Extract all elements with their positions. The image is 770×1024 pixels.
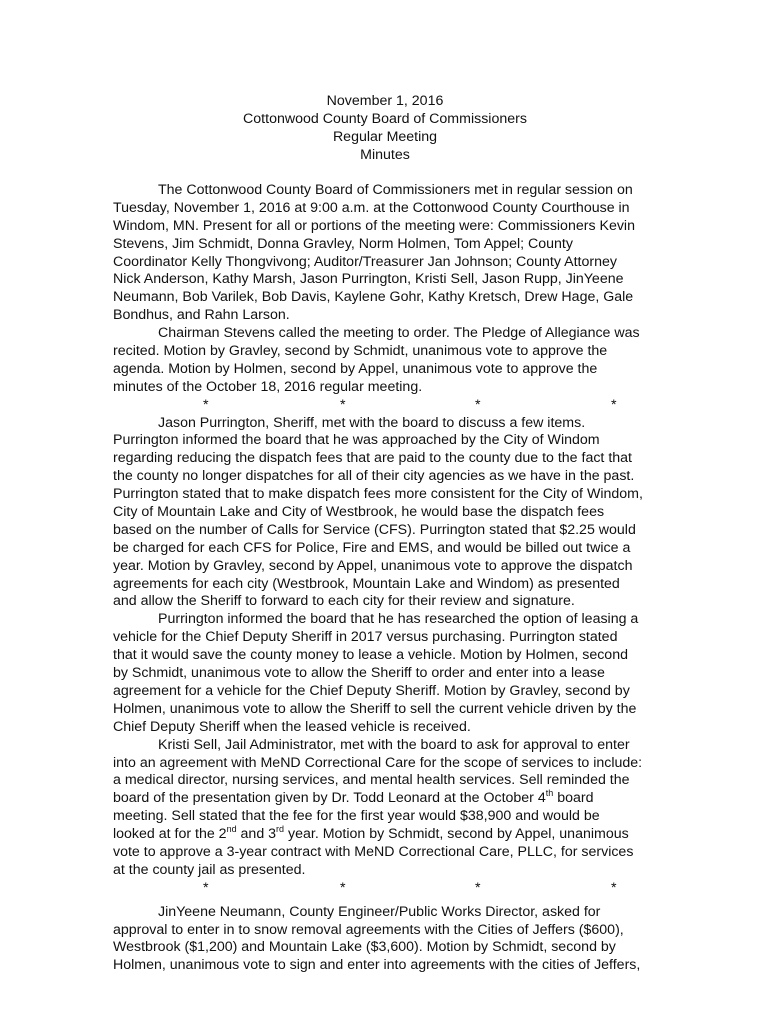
text-line: recited. Motion by Gravley, second by Schmidt, unanimous vote to approve the bbox=[113, 343, 608, 360]
text-line: Westbrook ($1,200) and Mountain Lake ($3,600). Motion by Schmidt, second by bbox=[113, 939, 616, 956]
board-name: Cottonwood County Board of Commissioners bbox=[243, 111, 527, 127]
text-line: based on the number of Calls for Service (CFS). Purrington stated that $2.25 would bbox=[113, 521, 636, 538]
minutes-body bbox=[113, 182, 678, 975]
text-segment: board of the presentation given by Dr. Todd Leonard at the October 4 bbox=[113, 790, 546, 807]
text-line: Neumann, Bob Varilek, Bob Davis, Kaylene Gohr, Kathy Kretsch, Drew Hage, Gale bbox=[113, 289, 634, 306]
text-line: Holmen, unanimous vote to sign and enter into agreements with the cities of Jeffers, bbox=[113, 957, 641, 974]
text-line: at the county jail as presented. bbox=[113, 861, 306, 878]
text-line: agreements for each city (Westbrook, Mountain Lake and Windom) as presented bbox=[113, 575, 620, 592]
text-line: regarding reducing the dispatch fees that are paid to the county due to the fact that bbox=[113, 450, 632, 467]
section-separator bbox=[113, 397, 678, 415]
text-segment: looked at for the 2 bbox=[113, 826, 227, 843]
separator-asterisk: * bbox=[203, 396, 209, 413]
text-line: by Schmidt, unanimous vote to allow the Sheriff to order and enter into a lease bbox=[113, 665, 605, 682]
text-line: agreement for a vehicle for the Chief Deputy Sheriff. Motion by Gravley, second by bbox=[113, 682, 630, 699]
paragraph-vehicle-lease bbox=[113, 611, 678, 736]
text-line: minutes of the October 18, 2016 regular meeting. bbox=[113, 378, 423, 395]
text-line: City of Mountain Lake and City of Westbrook, he would base the dispatch fees bbox=[113, 504, 605, 521]
text-line: Jason Purrington, Sheriff, met with the board to discuss a few items. bbox=[158, 414, 586, 431]
text-line: into an agreement with MeND Correctional Care for the scope of services to include: bbox=[113, 754, 643, 771]
text-line: Holmen, unanimous vote to allow the Sheriff to sell the current vehicle driven by the bbox=[113, 700, 637, 717]
document-type: Minutes bbox=[360, 147, 410, 163]
text-line: Bondhus, and Rahn Larson. bbox=[113, 307, 290, 324]
text-segment: year. Motion by Schmidt, second by Appel, unanimous bbox=[284, 826, 629, 843]
superscript: rd bbox=[276, 824, 285, 835]
text-line: Nick Anderson, Kathy Marsh, Jason Purrington, Kristi Sell, Jason Rupp, JinYeene bbox=[113, 271, 624, 288]
text-line: Windom, MN. Present for all or portions of the meeting were: Commissioners Kevin bbox=[113, 217, 635, 234]
text-line: Purrington informed the board that he has researched the option of leasing a bbox=[158, 611, 639, 628]
separator-asterisk: * bbox=[611, 879, 617, 896]
paragraph-attendance bbox=[113, 182, 678, 325]
paragraph-call-to-order bbox=[113, 325, 678, 397]
text-line: Purrington stated that to make dispatch fees more consistent for the City of Windom, bbox=[113, 486, 643, 503]
text-segment: board bbox=[553, 790, 594, 807]
text-line: JinYeene Neumann, County Engineer/Public Works Director, asked for bbox=[158, 903, 601, 920]
meeting-type: Regular Meeting bbox=[332, 129, 438, 145]
text-line: be charged for each CFS for Police, Fire and EMS, and would be billed out twice a bbox=[113, 539, 631, 556]
text-line: year. Motion by Gravley, second by Appel, unanimous vote to approve the dispatch bbox=[113, 557, 633, 574]
paragraph-snow-removal bbox=[113, 904, 678, 976]
text-line bbox=[113, 826, 678, 844]
text-line: Kristi Sell, Jail Administrator, met with the board to ask for approval to enter bbox=[158, 736, 630, 753]
paragraph-jail-care bbox=[113, 737, 678, 880]
text-line: approval to enter in to snow removal agreements with the Cities of Jeffers ($600), bbox=[113, 921, 624, 938]
text-line: Stevens, Jim Schmidt, Donna Gravley, Norm Holmen, Tom Appel; County bbox=[113, 235, 573, 252]
document-header bbox=[0, 92, 770, 164]
text-line: Chairman Stevens called the meeting to order. The Pledge of Allegiance was bbox=[158, 325, 640, 342]
text-line: Chief Deputy Sheriff when the leased vehicle is received. bbox=[113, 718, 471, 735]
separator-asterisk: * bbox=[475, 396, 481, 413]
separator-asterisk: * bbox=[203, 879, 209, 896]
text-line: The Cottonwood County Board of Commissioners met in regular session on bbox=[158, 182, 633, 198]
superscript: nd bbox=[226, 824, 237, 835]
text-line bbox=[113, 790, 678, 808]
superscript: th bbox=[545, 788, 554, 799]
text-line: and allow the Sheriff to forward to each city for their review and signature. bbox=[113, 593, 575, 610]
text-line: vote to approve a 3-year contract with MeND Correctional Care, PLLC, for services bbox=[113, 843, 634, 860]
text-line: Purrington informed the board that he was approached by the City of Windom bbox=[113, 432, 600, 449]
text-segment: and 3 bbox=[236, 826, 277, 843]
text-line: the county no longer dispatches for all of their city agencies as we have in the past. bbox=[113, 468, 635, 485]
separator-asterisk: * bbox=[340, 396, 346, 413]
text-line: meeting. Sell stated that the fee for the first year would $38,900 and would be bbox=[113, 808, 600, 825]
separator-asterisk: * bbox=[340, 879, 346, 896]
section-separator bbox=[113, 880, 678, 898]
text-line: a medical director, nursing services, and mental health services. Sell reminded the bbox=[113, 772, 630, 789]
text-line: Tuesday, November 1, 2016 at 9:00 a.m. at the Cottonwood County Courthouse in bbox=[113, 199, 630, 216]
meeting-date: November 1, 2016 bbox=[326, 93, 444, 109]
text-line: Coordinator Kelly Thongvivong; Auditor/Treasurer Jan Johnson; County Attorney bbox=[113, 253, 617, 270]
text-line: vehicle for the Chief Deputy Sheriff in 2017 versus purchasing. Purrington stated bbox=[113, 629, 618, 646]
separator-asterisk: * bbox=[475, 879, 481, 896]
paragraph-sheriff-dispatch bbox=[113, 415, 678, 612]
text-line: agenda. Motion by Holmen, second by Appel, unanimous vote to approve the bbox=[113, 360, 598, 377]
text-line: that it would save the county money to lease a vehicle. Motion by Holmen, second bbox=[113, 647, 628, 664]
separator-asterisk: * bbox=[611, 396, 617, 413]
